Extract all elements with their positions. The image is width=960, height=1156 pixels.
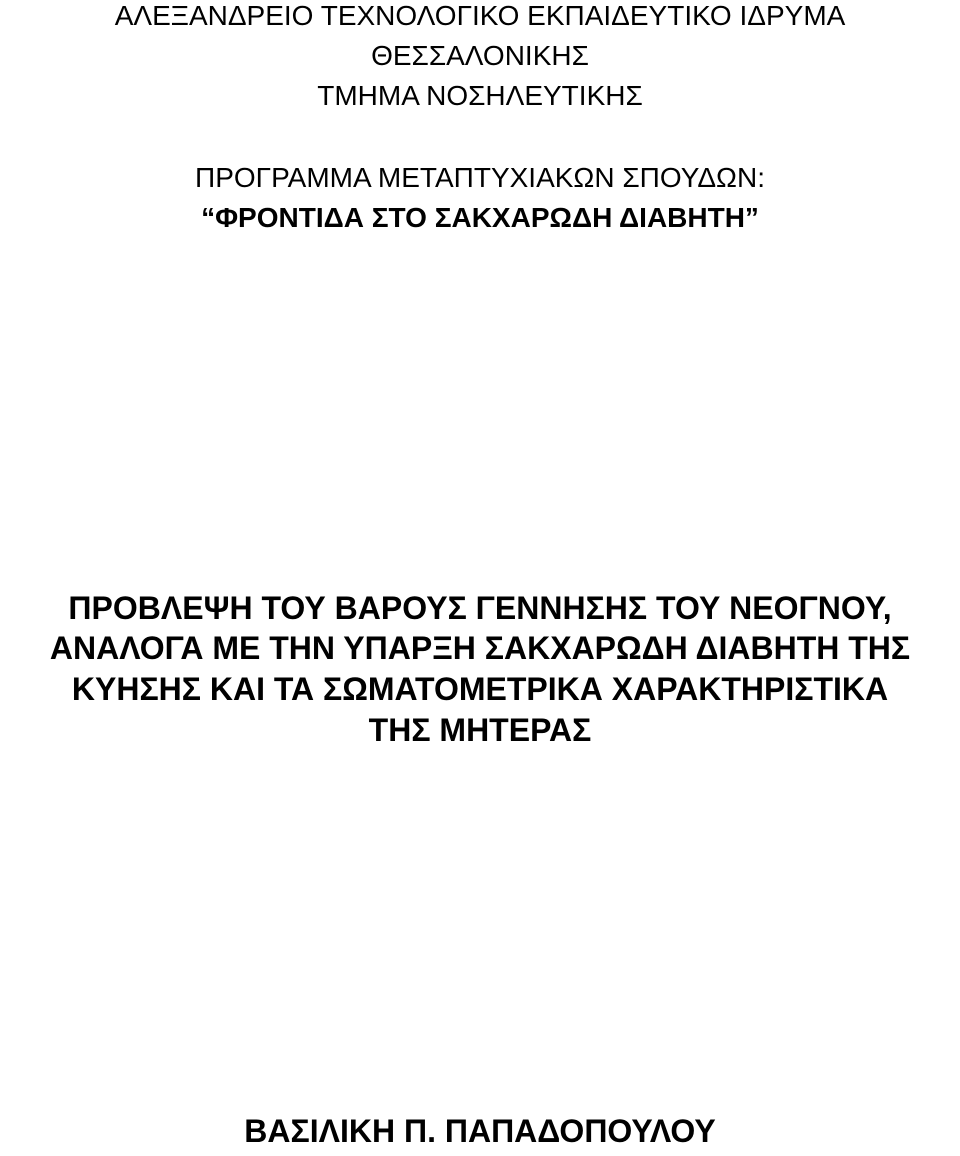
program-subtitle: “ΦΡΟΝΤΙΔΑ ΣΤΟ ΣΑΚΧΑΡΩΔΗ ΔΙΑΒΗΤΗ” xyxy=(201,202,759,233)
program-title: ΠΡΟΓΡΑΜΜΑ ΜΕΤΑΠΤΥΧΙΑΚΩΝ ΣΠΟΥΔΩΝ: xyxy=(194,162,765,193)
thesis-title-line-1: ΠΡΟΒΛΕΨΗ ΤΟΥ ΒΑΡΟΥΣ ΓΕΝΝΗΣΗΣ ΤΟΥ ΝΕΟΓΝΟΥ, xyxy=(68,590,892,626)
institution-name-line-2: ΘΕΣΣΑΛΟΝΙΚΗΣ xyxy=(371,40,589,71)
author-name: ΒΑΣΙΛΙΚΗ Π. ΠΑΠΑΔΟΠΟΥΛΟΥ xyxy=(244,1113,716,1149)
thesis-title-line-2: ΑΝΑΛΟΓΑ ΜΕ ΤΗΝ ΥΠΑΡΞΗ ΣΑΚΧΑΡΩΔΗ ΔΙΑΒΗΤΗ ΤΗΣ xyxy=(49,630,911,666)
department-name: ΤΜΗΜΑ ΝΟΣΗΛΕΥΤΙΚΗΣ xyxy=(317,80,643,111)
thesis-title-line-4: ΤΗΣ ΜΗΤΕΡΑΣ xyxy=(368,712,592,748)
institution-name-line-1: ΑΛΕΞΑΝΔΡΕΙΟ ΤΕΧΝΟΛΟΓΙΚΟ ΕΚΠΑΙΔΕΥΤΙΚΟ ΙΔΡΥΜΑ xyxy=(114,0,846,31)
thesis-title-line-3: ΚΥΗΣΗΣ ΚΑΙ ΤΑ ΣΩΜΑΤΟΜΕΤΡΙΚΑ ΧΑΡΑΚΤΗΡΙΣΤΙΚΑ xyxy=(71,671,889,707)
